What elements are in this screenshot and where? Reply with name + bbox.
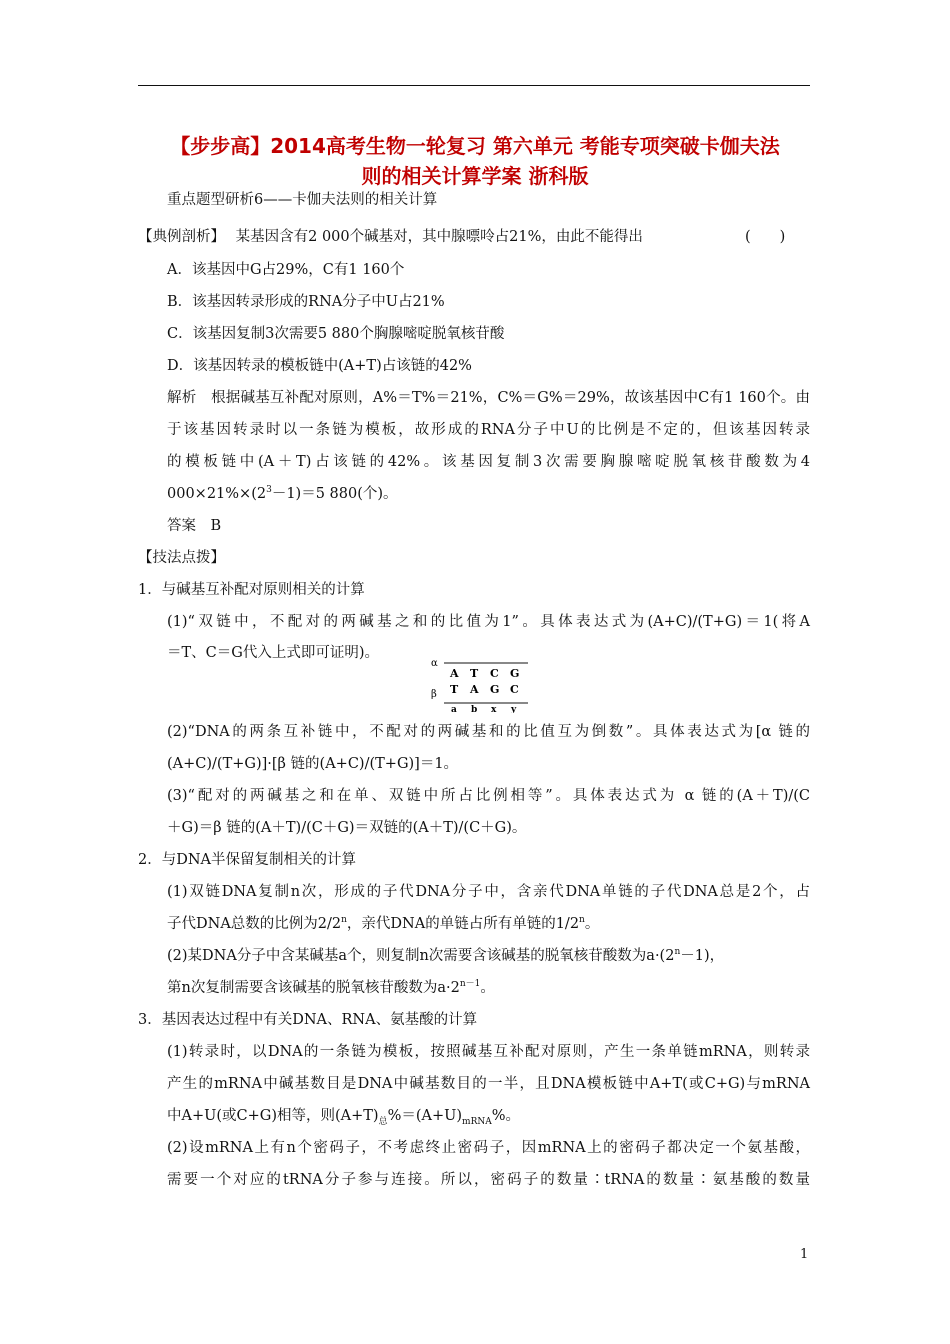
bottom-base-2: A bbox=[470, 683, 479, 696]
s1-p2-line-1: (2)“DNA的两条互补链中，不配对的两碱基和的比值互为倒数”。具体表达式为[α 链的 bbox=[167, 724, 810, 740]
option-b: B．该基因转录形成的RNA分子中U占21% bbox=[167, 294, 445, 310]
subtitle: 重点题型研析6——卡伽夫法则的相关计算 bbox=[167, 192, 438, 208]
example-label: 【典例剖析】 bbox=[138, 229, 225, 245]
s1-p3-line-1: (3)“配对的两碱基之和在单、双链中所占比例相等”。具体表达式为 α 链的(A＋T)/(C bbox=[167, 788, 810, 804]
top-base-3: C bbox=[490, 667, 499, 680]
s2-p1-line-1: (1)双链DNA复制n次，形成的子代DNA分子中，含亲代DNA单链的子代DNA总是2个，占 bbox=[167, 884, 810, 900]
answer-paren: ( ) bbox=[745, 229, 786, 245]
bottom-base-4: C bbox=[510, 683, 519, 696]
section-3-heading: 3．基因表达过程中有关DNA、RNA、氨基酸的计算 bbox=[138, 1012, 478, 1028]
title-line-2: 则的相关计算学案 浙科版 bbox=[361, 164, 589, 188]
analysis-line-4: $000\times 21\%\times(2^3-1)=5$ 880(个)。 bbox=[167, 485, 398, 502]
strand-label-x: x bbox=[491, 705, 497, 713]
s3-p1-line-3: 中A+U(或C+G)相等，则$(A+T)_总\%=(A+U)_{mRNA}\%$。 bbox=[167, 1108, 521, 1127]
s2-p2-line-1: (2)某DNA分子中含某碱基a个，则复制n次需要含该碱基的脱氧核苷酸数为$a\cdot(2^n-1)$， bbox=[167, 947, 725, 964]
s3-p2-line-1: (2)设mRNA上有n个密码子，不考虑终止密码子，因mRNA上的密码子都决定一个氨基酸， bbox=[167, 1140, 810, 1156]
option-c: C．该基因复制3次需要5 880个胸腺嘧啶脱氧核苷酸 bbox=[167, 326, 505, 342]
top-base-4: G bbox=[510, 667, 520, 680]
s1-p2-line-2: (A+C)/(T+G)]·[β 链的(A+C)/(T+G)]＝1。 bbox=[167, 756, 459, 772]
s3-p1-line-2: 产生的mRNA中碱基数目是DNA中碱基数目的一半，且DNA模板链中A+T(或C+G)与mRNA bbox=[167, 1076, 810, 1092]
tips-label: 【技法点拨】 bbox=[138, 550, 225, 566]
page-number: 1 bbox=[800, 1247, 809, 1262]
s3-p2-line-2: 需要一个对应的tRNA分子参与连接。所以，密码子的数量∶tRNA的数量∶氨基酸的数量 bbox=[167, 1172, 810, 1188]
strand-label-y: y bbox=[511, 705, 517, 713]
top-base-2: T bbox=[470, 667, 479, 680]
answer: 答案 B bbox=[167, 518, 222, 534]
document-title bbox=[120, 131, 830, 191]
option-a: A．该基因中G占29%，C有1 160个 bbox=[167, 262, 405, 278]
bottom-base-1: T bbox=[450, 683, 459, 696]
header-rule bbox=[138, 85, 810, 86]
example-question: 某基因含有2 000个碱基对，其中腺嘌呤占21%，由此不能得出 bbox=[235, 229, 643, 245]
dna-strand-diagram bbox=[430, 657, 530, 713]
beta-label: β bbox=[431, 689, 437, 700]
strand-label-b: b bbox=[471, 705, 478, 713]
s1-p1-line-2: ＝T、C＝G代入上式即可证明)。 bbox=[167, 645, 380, 661]
analysis-line-1: 解析 根据碱基互补配对原则，A%＝T%＝21%，C%＝G%＝29%，故该基因中C有1 160个。由 bbox=[167, 390, 810, 406]
strand-label-a: a bbox=[451, 705, 457, 713]
analysis-line-3: 的模板链中(A＋T)占该链的42%。该基因复制3次需要胸腺嘧啶脱氧核苷酸数为4 bbox=[167, 454, 810, 470]
title-line-1: 【步步高】2014高考生物一轮复习 第六单元 考能专项突破卡伽夫法 bbox=[170, 134, 780, 158]
analysis-line-2: 于该基因转录时以一条链为模板，故形成的RNA分子中U的比例是不定的，但该基因转录 bbox=[167, 422, 810, 438]
top-base-1: A bbox=[450, 667, 459, 680]
s2-p1-line-2: 子代DNA总数的比例为2/2$^n$，亲代DNA的单链占所有单链的1/2$^n$。 bbox=[167, 915, 600, 932]
example-question-line bbox=[138, 227, 643, 247]
section-1-heading: 1．与碱基互补配对原则相关的计算 bbox=[138, 582, 365, 598]
s1-p1-line-1: (1)“双链中，不配对的两碱基之和的比值为1”。具体表达式为(A+C)/(T+G)＝1(将A bbox=[167, 614, 810, 630]
bottom-base-3: G bbox=[490, 683, 500, 696]
option-d: D．该基因转录的模板链中(A+T)占该链的42% bbox=[167, 358, 472, 374]
section-2-heading: 2．与DNA半保留复制相关的计算 bbox=[138, 852, 357, 868]
s2-p2-line-2: 第n次复制需要含该碱基的脱氧核苷酸数为$a\cdot 2^{n-1}$。 bbox=[167, 979, 495, 996]
alpha-label: α bbox=[431, 658, 438, 669]
s1-p3-line-2: ＋G)＝β 链的(A＋T)/(C＋G)＝双链的(A＋T)/(C＋G)。 bbox=[167, 820, 527, 836]
s3-p1-line-1: (1)转录时，以DNA的一条链为模板，按照碱基互补配对原则，产生一条单链mRNA，则转录 bbox=[167, 1044, 810, 1060]
